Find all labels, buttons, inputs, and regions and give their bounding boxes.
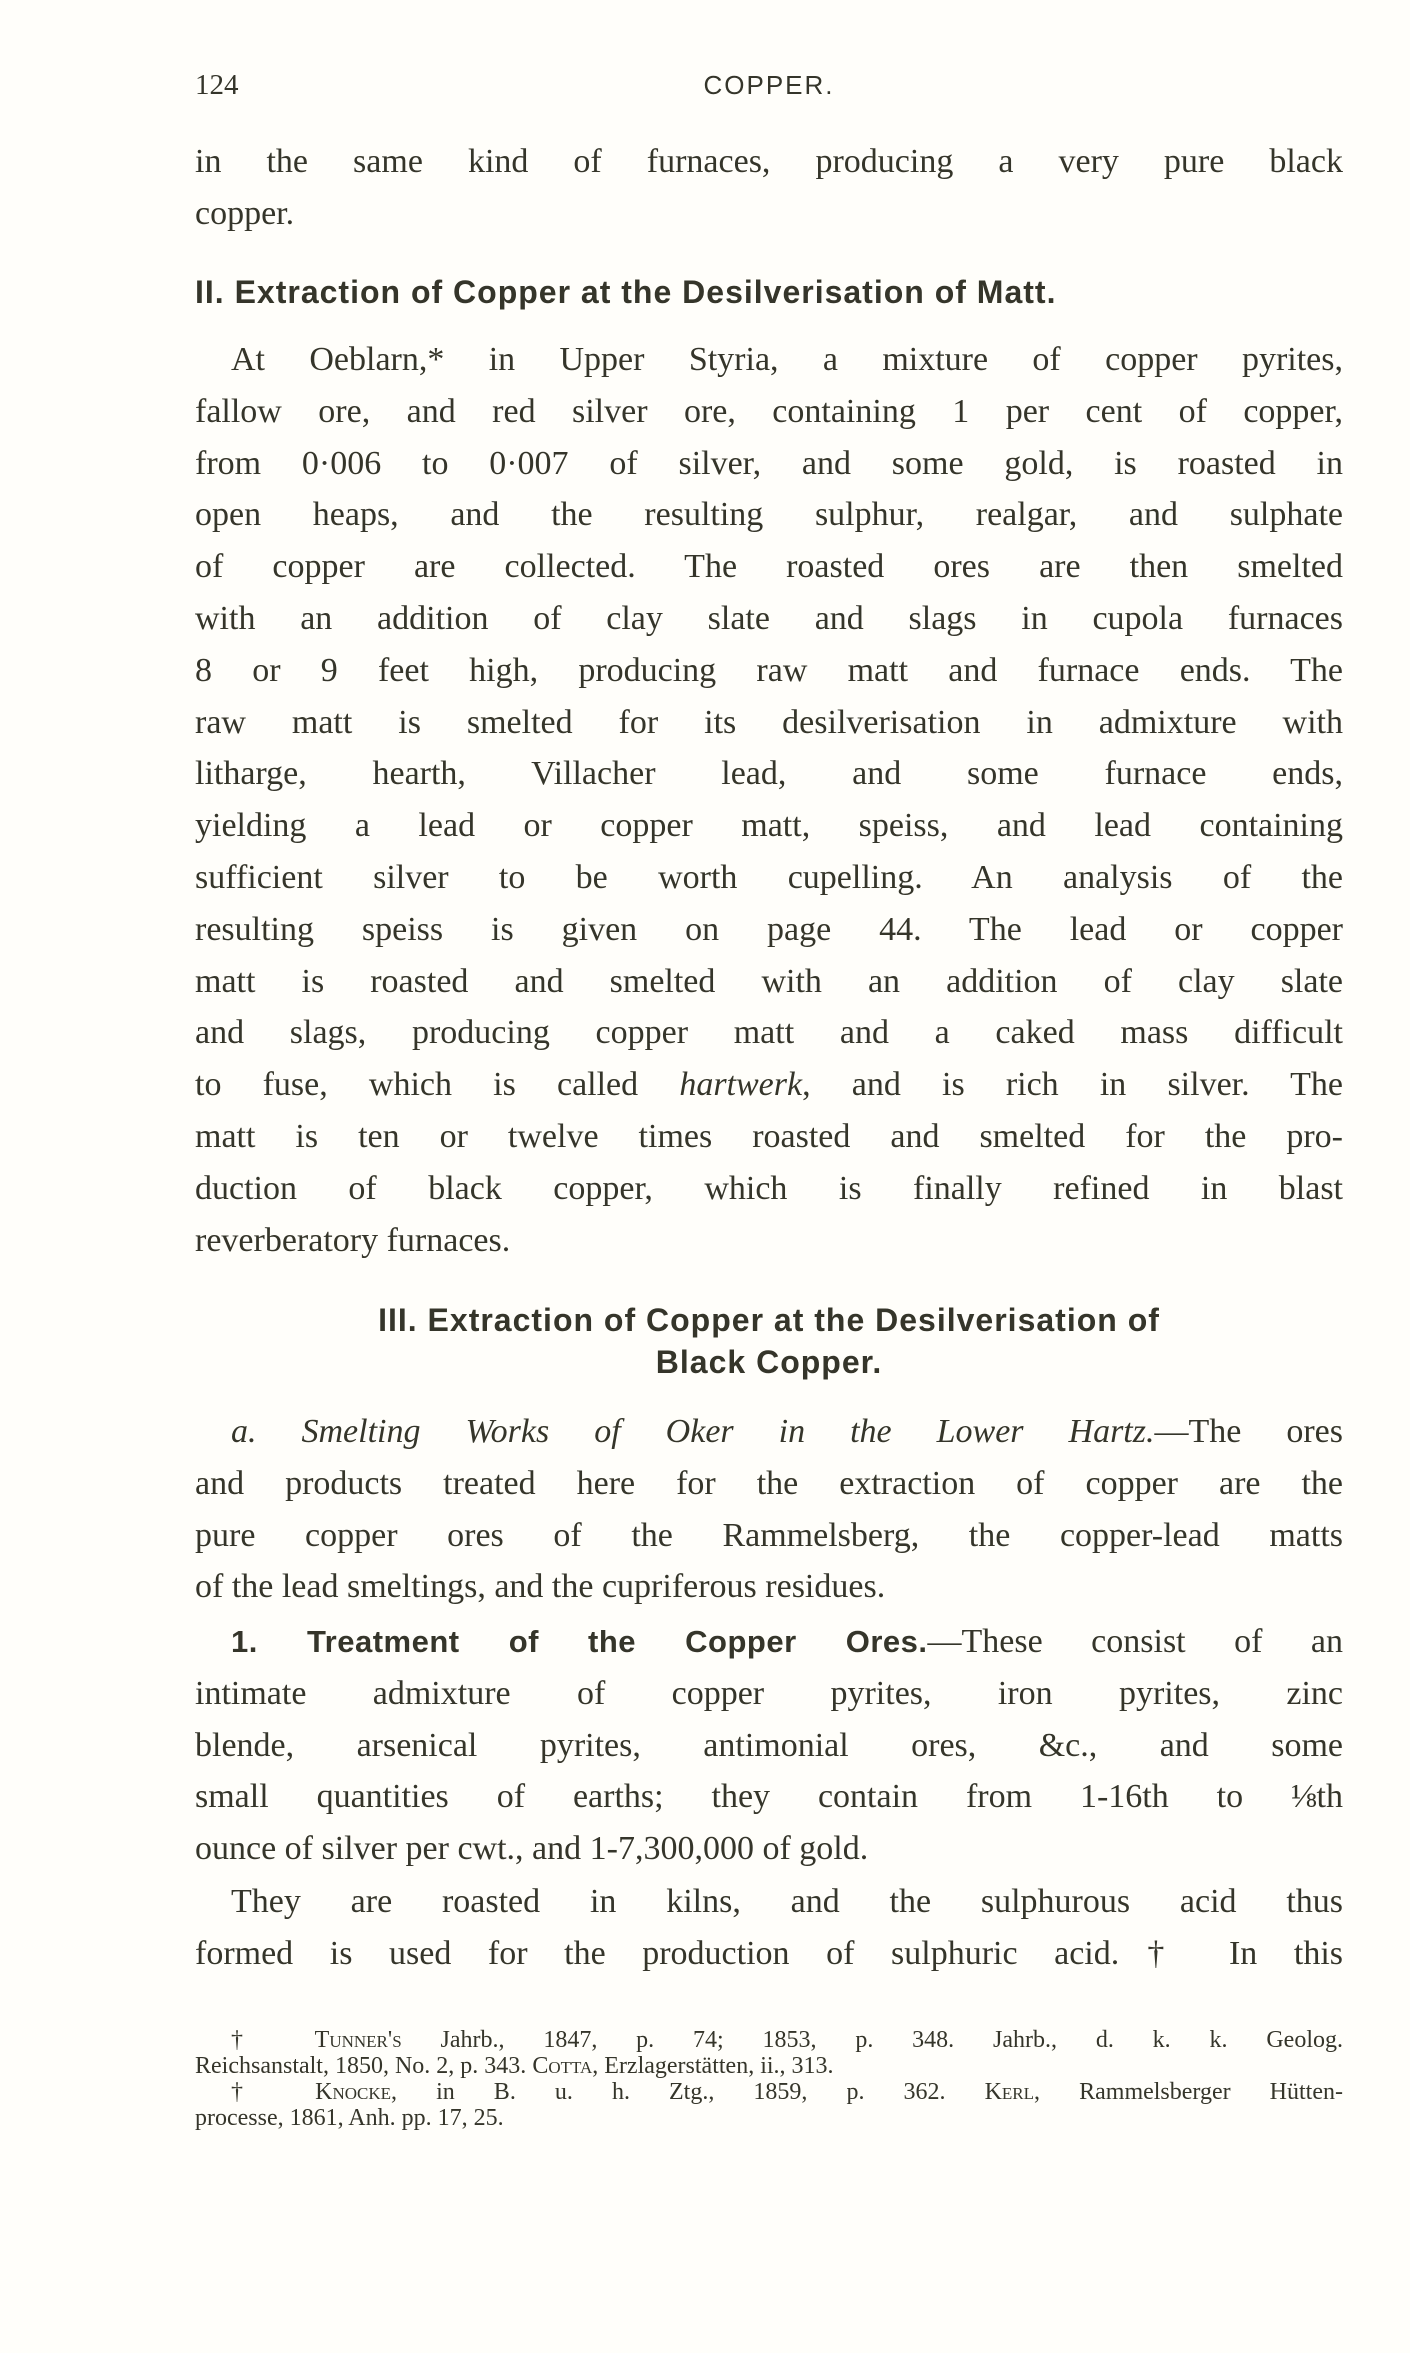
paragraph-roasting	[195, 1876, 1343, 1980]
text-line: open heaps, and the resulting sulphur, realgar, and sulphate	[195, 496, 1343, 534]
text-line: duction of black copper, which is finally refined in blast	[195, 1169, 1343, 1207]
text-line	[195, 1616, 1343, 1668]
text-line: with an addition of clay slate and slags in cupola furnaces	[195, 599, 1343, 637]
text-line: processe, 1861, Anh. pp. 17, 25.	[195, 2105, 504, 2131]
paragraph-copper-ores	[195, 1616, 1343, 1875]
text-line: At Oeblarn,* in Upper Styria, a mixture of copper pyrites,	[231, 341, 1343, 378]
text-line: from 0·006 to 0·007 of silver, and some gold, is roasted in	[195, 444, 1343, 482]
text-line: of the lead smeltings, and the cupriferous residues.	[195, 1568, 886, 1606]
text-segment: †	[231, 2079, 316, 2105]
text-segment: , Rammelsberger Hütten-	[1034, 2079, 1343, 2105]
paragraph-oker	[195, 1406, 1343, 1613]
text-segment: , and is rich in silver. The	[802, 1066, 1344, 1104]
text-line: raw matt is smelted for its desilverisation in admixture with	[195, 703, 1343, 741]
text-line: intimate admixture of copper pyrites, iron pyrites, zinc	[195, 1674, 1343, 1712]
italic-text: hartwerk	[679, 1066, 803, 1104]
text-line: copper.	[195, 194, 295, 232]
text-line	[195, 1059, 1343, 1111]
text-line: litharge, hearth, Villacher lead, and some furnace ends,	[195, 755, 1343, 793]
text-line: matt is ten or twelve times roasted and smelted for the pro-	[195, 1117, 1343, 1155]
italic-text: a. Smelting Works of Oker in the Lower Hartz.	[231, 1413, 1155, 1450]
text-line: of copper are collected. The roasted ores are then smelted	[195, 548, 1343, 586]
text-line: pure copper ores of the Rammelsberg, the copper-lead matts	[195, 1516, 1343, 1554]
text-line: Black Copper.	[655, 1344, 883, 1380]
text-line	[195, 1406, 1343, 1458]
bold-subheading: 1. Treatment of the Copper Ores.	[231, 1624, 928, 1659]
text-line: in the same kind of furnaces, producing a very pure black	[195, 143, 1343, 180]
section-heading-ii	[195, 266, 1343, 318]
text-line	[195, 2079, 1343, 2105]
text-line: sufficient silver to be worth cupelling. An analysis of the	[195, 858, 1343, 896]
footnotes	[195, 2027, 1343, 2131]
text-segment: Jahrb., 1847, p. 74; 1853, p. 348. Jahrb., d. k. k. Geolog.	[401, 2027, 1343, 2053]
text-line: III. Extraction of Copper at the Desilverisation of	[378, 1302, 1160, 1338]
author-name: Tunner's	[314, 2027, 402, 2053]
section-heading-iii	[195, 1299, 1343, 1383]
text-line: yielding a lead or copper matt, speiss, and lead containing	[195, 807, 1343, 845]
text-segment: †	[231, 2027, 315, 2053]
text-line: They are roasted in kilns, and the sulphurous acid thus	[231, 1883, 1343, 1920]
text-line: fallow ore, and red silver ore, containing 1 per cent of copper,	[195, 392, 1343, 430]
text-segment: , Erzlagerstätten, ii., 313.	[592, 2053, 834, 2079]
text-segment: —The ores	[1154, 1413, 1343, 1450]
text-segment: to fuse, which is called	[195, 1066, 680, 1104]
text-line: and products treated here for the extraction of copper are the	[195, 1464, 1343, 1502]
text-line: reverberatory furnaces.	[195, 1221, 511, 1259]
text-segment: , in B. u. h. Ztg., 1859, p. 362.	[391, 2079, 985, 2105]
text-line	[195, 2027, 1343, 2053]
text-line	[195, 2053, 1343, 2079]
text-line: and slags, producing copper matt and a caked mass difficult	[195, 1014, 1343, 1052]
text-line: II. Extraction of Copper at the Desilverisation of Matt.	[195, 274, 1057, 310]
running-title: COPPER.	[703, 70, 835, 100]
text-line: 8 or 9 feet high, producing raw matt and furnace ends. The	[195, 651, 1343, 689]
page-number: 124	[195, 69, 239, 101]
text-line: small quantities of earths; they contain from 1-16th to ⅛th	[195, 1778, 1343, 1816]
paragraph-oeblarn	[195, 334, 1343, 1266]
text-line: resulting speiss is given on page 44. The lead or copper	[195, 910, 1343, 948]
author-name: Cotta	[532, 2053, 593, 2079]
author-name: Knocke	[315, 2079, 392, 2105]
text-segment: —These consist of an	[927, 1623, 1343, 1660]
running-header	[195, 65, 1343, 105]
paragraph-intro	[195, 136, 1343, 240]
text-line: matt is roasted and smelted with an addition of clay slate	[195, 962, 1343, 1000]
author-name: Kerl	[984, 2079, 1035, 2105]
text-line: blende, arsenical pyrites, antimonial ores, &c., and some	[195, 1726, 1343, 1764]
text-line: ounce of silver per cwt., and 1-7,300,000 of gold.	[195, 1830, 869, 1868]
text-line: formed is used for the production of sulphuric acid.† In this	[195, 1934, 1343, 1972]
text-segment: Reichsanstalt, 1850, No. 2, p. 343.	[195, 2053, 533, 2079]
